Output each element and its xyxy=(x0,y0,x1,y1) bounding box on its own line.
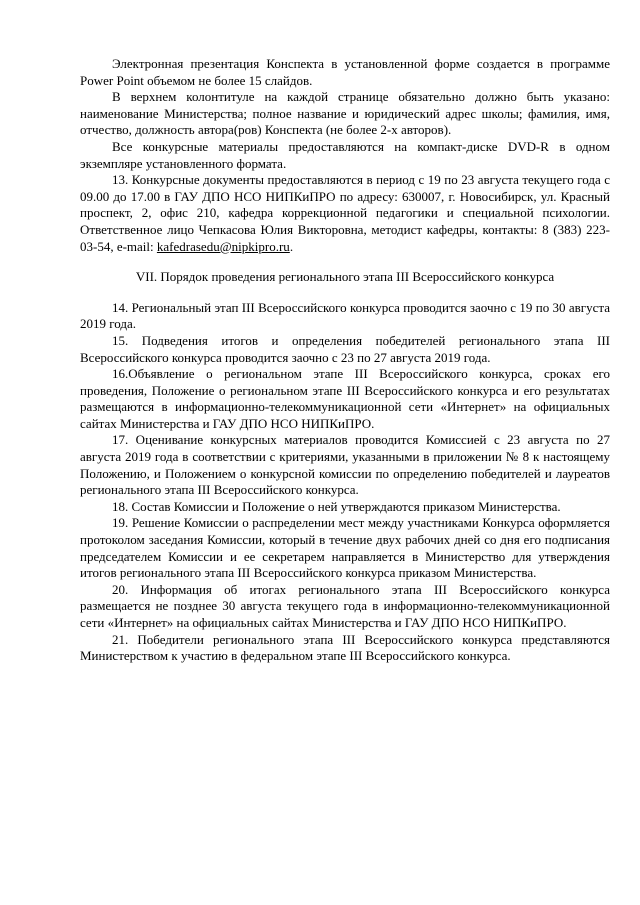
paragraph-15: 15. Подведения итогов и определения победителей регионального этапа III Всероссийского конкурса проводится заочно с 23 по 27 августа 2019 года. xyxy=(80,332,610,365)
paragraph-16: 16.Объявление о региональном этапе III Всероссийского конкурса, сроках его проведения, Положение о региональном этапе III Всероссийского конкурса и его результатах размещаются в информационно-телекоммуникационной сети «Интернет» на официальных сайтах Министерства и ГАУ ДПО НСО НИПКиПРО. xyxy=(80,366,610,431)
paragraph-13-end: . xyxy=(289,238,294,254)
paragraph-17: 17. Оценивание конкурсных материалов проводится Комиссией с 23 августа по 27 августа 2019 года в соответствии с критериями, указанными в приложении № 8 к настоящему Положению, и Положением о конкурсной комиссии по определению победителей и лауреатов регионального этапа III Всероссийского конкурса. xyxy=(80,432,610,498)
paragraph-presentation: Электронная презентация Конспекта в установленной форме создается в программе Power Point объемом не более 15 слайдов. xyxy=(80,56,610,88)
paragraph-header-requirements: В верхнем колонтитуле на каждой странице обязательно должно быть указано: наименование Министерства; полное название и юридический адрес школы; фамилия, имя, отчество, должность автора(ров) Конспекта (не более 2-х авторов). xyxy=(80,89,610,138)
email-link[interactable]: kafedrasedu@nipkipro.ru xyxy=(156,238,290,254)
paragraph-18: 18. Состав Комиссии и Положение о ней утверждаются приказом Министерства. xyxy=(112,498,561,514)
paragraph-21: 21. Победители регионального этапа III Всероссийского конкурса представляются Министерством к участию в федеральном этапе III Всероссийского конкурса. xyxy=(80,631,610,664)
paragraph-19: 19. Решение Комиссии о распределении мест между участниками Конкурса оформляется протоколом заседания Комиссии, который в течение двух рабочих дней со дня его подписания председателем Комиссии и ее секретарем направляется в Министерство для утверждения итогов регионального этапа III Всероссийского конкурса приказом Министерства. xyxy=(80,515,610,581)
paragraph-13-text: 13. Конкурсные документы предоставляются в период с 19 по 23 августа текущего года с 09.00 до 17.00 в ГАУ ДПО НСО НИПКиПРО по адресу: 630007, г. Новосибирск, ул. Красный проспект, 2, офис 210, кафедра коррекционной педагогики и специальной психологии. Ответственное лицо Чепкасова Юлия Викторовна, методист кафедры, контакты: 8 (383) 223-03-54, e-mail: xyxy=(80,172,610,254)
paragraph-13 xyxy=(80,172,610,255)
section-heading: VII. Порядок проведения регионального этапа III Всероссийского конкурса xyxy=(135,269,555,285)
paragraph-14: 14. Региональный этап III Всероссийского конкурса проводится заочно с 19 по 30 августа 2019 года. xyxy=(80,299,610,332)
paragraph-20: 20. Информация об итогах регионального этапа III Всероссийского конкурса размещается не позднее 30 августа текущего года в информационно-телекоммуникационной сети «Интернет» на официальных сайтах Министерства и ГАУ ДПО НСО НИПКиПРО. xyxy=(80,581,610,630)
paragraph-dvd: Все конкурсные материалы предоставляются на компакт-диске DVD-R в одном экземпляре установленного формата. xyxy=(80,138,610,171)
